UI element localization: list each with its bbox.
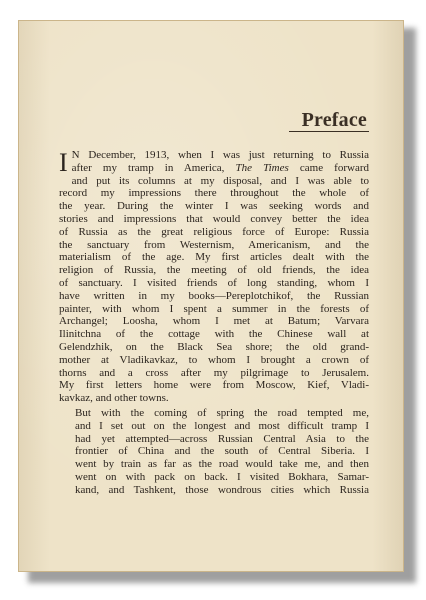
text-line: of Russia as the great religious force of Europe: Russia xyxy=(59,225,369,238)
drop-cap: I xyxy=(59,148,68,177)
paragraph-1 xyxy=(59,149,369,405)
text-line: record my impressions there throughout the whole of xyxy=(59,187,369,200)
text-line: But with the coming of spring the road tempted me, xyxy=(75,406,369,419)
text-line: stories and impressions that would convey better the idea xyxy=(59,212,369,225)
preface-body xyxy=(59,149,369,497)
text-line: and I set out on the longest and most difficult tramp I xyxy=(75,419,369,432)
text-line: kavkaz, and other towns. xyxy=(59,392,169,405)
text-line: the sanctuary from Westernism, Americanism, and the xyxy=(59,238,369,251)
page-title: Preface xyxy=(301,109,367,131)
text-line: mother at Vladikavkaz, to whom I brought a crown of xyxy=(59,353,369,366)
text-line: frontier of China and the south of Central Siberia. I xyxy=(75,445,369,458)
text-line: Ilinitchna of the cottage with the Chinese wall at xyxy=(59,328,369,341)
text-line: Archangel; Loosha, whom I met at Batum; Varvara xyxy=(59,315,369,328)
text-line: kand, and Tashkent, those wondrous cities which Russia xyxy=(75,483,369,496)
text-line: went on with pack on back. I visited Bokhara, Samar- xyxy=(75,470,369,483)
title-underline xyxy=(289,131,369,132)
text-line: the year. During the winter I was seeking words and xyxy=(59,200,369,213)
text-line: Gelendzhik, on the Black Sea shore; the old grand- xyxy=(59,340,369,353)
text-line: painter, with whom I spent a summer in the forests of xyxy=(59,302,369,315)
text-line: materialism of the age. My first articles dealt with the xyxy=(59,251,369,264)
text-line: after my tramp in America, The Times came forward xyxy=(71,161,369,174)
text-line: religion of Russia, the meeting of old friends, the idea xyxy=(59,264,369,277)
text-line: My first letters home were from Moscow, Kief, Vladi- xyxy=(59,379,369,392)
text-line: thorns and a cross after my pilgrimage to Jerusalem. xyxy=(59,366,369,379)
text-line: went by train as far as the road would take me, and then xyxy=(75,458,369,471)
book-page xyxy=(18,20,404,572)
paragraph-2 xyxy=(59,407,369,497)
text-line: of sanctuary. I visited friends of long standing, whom I xyxy=(59,276,369,289)
text-line: have written in my books—Pereplotchikof, the Russian xyxy=(59,289,369,302)
text-line: N December, 1913, when I was just returning to Russia xyxy=(71,149,369,161)
text-line: and put its columns at my disposal, and I was able to xyxy=(71,174,369,187)
text-line: had yet attempted—across Russian Central Asia to the xyxy=(75,432,369,445)
newspaper-name: The Times xyxy=(235,161,289,174)
